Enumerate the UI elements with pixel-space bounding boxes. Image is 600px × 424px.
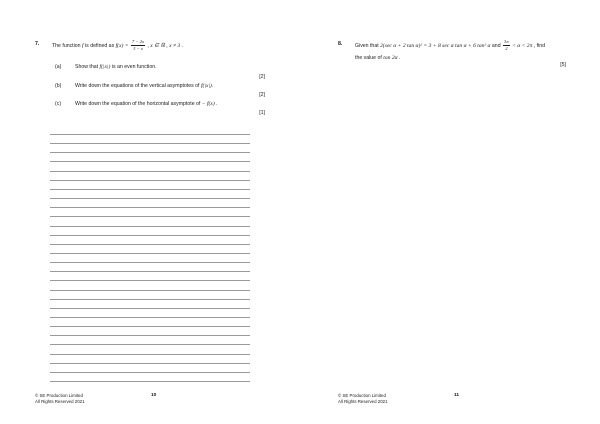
part-c-label: (c): [55, 101, 62, 107]
answer-line[interactable]: [50, 226, 250, 227]
answer-line[interactable]: [50, 244, 250, 245]
answer-line[interactable]: [50, 335, 250, 336]
answer-line[interactable]: [50, 308, 250, 309]
footer-company: © SE Production Limited: [35, 393, 83, 398]
answer-line[interactable]: [50, 253, 250, 254]
answer-line[interactable]: [50, 354, 250, 355]
answer-line[interactable]: [50, 271, 250, 272]
footer-right: [338, 393, 388, 405]
answer-line[interactable]: [50, 207, 250, 208]
answer-line[interactable]: [50, 161, 250, 162]
function-domain: , x ∈ ℝ , x ≠ 3 .: [147, 42, 184, 49]
question-8-line2: the value of tan 2α .: [355, 55, 401, 61]
answer-line[interactable]: [50, 189, 250, 190]
target-expression: tan 2α .: [383, 55, 401, 61]
answer-line[interactable]: [50, 143, 250, 144]
answer-line[interactable]: [50, 299, 250, 300]
answer-line[interactable]: [50, 152, 250, 153]
part-c-text: Write down the equation of the horizontal asymptote of − f(x) .: [75, 101, 218, 107]
answer-line[interactable]: [50, 372, 250, 373]
question-7-stem: The function f is defined as f(x) = $\frac{7 - 2x}{3 - x}$ , x ∈ ℝ , x ≠ 3 .: [52, 39, 184, 51]
answer-line[interactable]: [50, 280, 250, 281]
part-b-text: Write down the equations of the vertical asymptotes of f(|x|).: [75, 83, 214, 89]
answer-line[interactable]: [50, 381, 250, 382]
function-definition-lhs: f(x) =: [115, 42, 129, 49]
answer-line[interactable]: [50, 171, 250, 172]
right-page: [300, 0, 600, 424]
answer-line[interactable]: [50, 290, 250, 291]
footer-left: [35, 393, 85, 405]
trig-equation: 2(sec α + 2 tan α)² = 3 + 8 sec α tan α + 6 tan² α: [380, 42, 491, 49]
function-fraction: $\frac{7 - 2x}{3 - x}$: [132, 39, 145, 51]
page-number-11: 11: [454, 393, 460, 398]
part-a-label: (a): [55, 64, 62, 70]
answer-line[interactable]: [50, 235, 250, 236]
footer-company: © SE Production Limited: [338, 393, 386, 398]
answer-line[interactable]: [50, 198, 250, 199]
answer-line[interactable]: [50, 326, 250, 327]
answer-line[interactable]: [50, 180, 250, 181]
range-fraction: $\frac{3\pi}{2}$: [504, 39, 509, 51]
footer-rights: All Rights Reserved 2021: [338, 399, 388, 404]
question-8-marks: [5]: [560, 62, 566, 68]
part-b-label: (b): [55, 83, 62, 89]
part-a-marks: [2]: [259, 74, 265, 80]
part-c-marks: [1]: [259, 110, 265, 116]
part-a-text: Show that f(|x|) is an even function.: [75, 64, 157, 70]
answer-line[interactable]: [50, 262, 250, 263]
answer-line[interactable]: [50, 344, 250, 345]
page-number-10: 10: [151, 393, 157, 398]
answer-line[interactable]: [50, 216, 250, 217]
question-8-stem: Given that 2(sec α + 2 tan α)² = 3 + 8 sec α tan α + 6 tan² α and $\frac{3\pi}{2}$ < α < 2π , find: [355, 39, 545, 51]
answer-line[interactable]: [50, 134, 250, 135]
footer-rights: All Rights Reserved 2021: [35, 399, 85, 404]
question-8-number: 8.: [338, 41, 343, 47]
answer-line[interactable]: [50, 363, 250, 364]
part-b-marks: [2]: [259, 92, 265, 98]
question-7-number: 7.: [35, 41, 40, 47]
answer-line[interactable]: [50, 317, 250, 318]
